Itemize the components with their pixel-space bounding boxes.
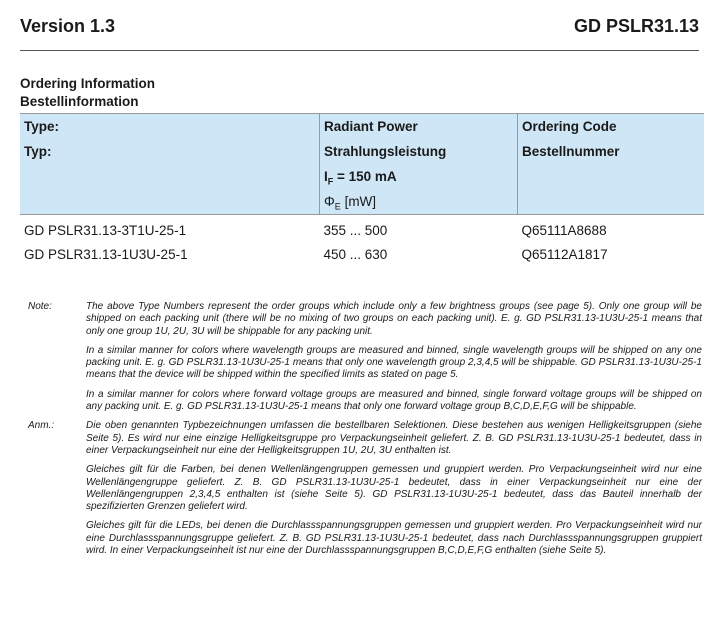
anm-paragraph: Gleiches gilt für die Farben, bei denen Wellenlängengruppen gemessen und gruppiert werden. Pro Verpackungseinheit wird nur eine Wellenlängengruppe geliefert. Z. B. GD PSLR31.13-1U3U-25-1 bedeutet, dass in einer Verpackungseinheit nur eine der Wellenlängengruppen 2,3,4,5 enthalten ist (siehe Seite 5). GD PSLR31.13-1U3U-25-1 bedeutet, dass das Bauteil innerhalb der spezifizierten Grenzen geliefert wird. [86, 464, 702, 513]
table-row [20, 243, 704, 267]
notes-section [22, 301, 702, 564]
code-cell: Q65111A8688 [521, 223, 607, 238]
ordering-table [20, 113, 704, 267]
radiant-power-header: Radiant Power Strahlungsleistung $I_F = 150$ mA $\Phi_E$ [mW] [320, 114, 518, 215]
type-header: Type: Typ: [20, 114, 320, 215]
power-cell: 355 ... 500 [323, 223, 388, 238]
page-header [20, 14, 699, 51]
code-cell: Q65112A1817 [521, 247, 608, 262]
note-paragraph: In a similar manner for colors where forward voltage groups are measured and binned, single forward voltage groups will be shipped on any packing unit. E. g. GD PSLR31.13-1U3U-25-1 means that only one forward voltage group B,C,D,E,F,G will be shippable. [86, 388, 702, 413]
note-de [22, 420, 702, 557]
note-en [22, 301, 702, 413]
section-title [20, 75, 155, 111]
part-number: GD PSLR31.13 [573, 16, 699, 36]
anm-paragraph: Die oben genannten Typbezeichnungen umfassen die bestellbaren Selektionen. Diese bestehen aus wenigen Helligkeitsgruppen (siehe Seite 5). Es wird nur eine einzige Helligkeitsgruppe pro Verpackungseinheit geliefert. Z. B. GD PSLR31.13-1U3U-25-1 bedeutet, dass in einer Verpackungseinheit nur eine der Helligkeitsgruppen 1U, 2U, 3U enthalten ist. [86, 420, 702, 456]
version-label: Version 1.3 [20, 16, 116, 36]
note-paragraph: The above Type Numbers represent the order groups which include only a few brightness groups (see page 5). Only one group will be shipped on each packing unit (there will be no mixing of two groups on each packing unit). E. g. GD PSLR31.13-1U3U-25-1 means that only one group 1U, 2U, 3U will be shippable for any packing unit. [86, 301, 702, 337]
anm-label: Anm.: [28, 420, 55, 432]
test-condition: $I_F = 150$ mA [324, 169, 397, 187]
table-row [20, 215, 704, 244]
note-label: Note: [28, 301, 52, 312]
section-title-de: Bestellinformation [20, 94, 139, 109]
anm-paragraph: Gleiches gilt für die LEDs, bei denen die Durchlassspannungsgruppen gemessen und gruppiert werden. Pro Verpackungseinheit wird nur eine Durchlassspannungsgruppe geliefert. Z. B. GD PSLR31.13-1U3U-25-1 bedeutet, dass nach Durchlassspannungsgruppen gruppiert wird. In einer Verpackungseinheit ist nur eine der Durchlassspannungsgruppen B,C,D,E,F,G enthalten (siehe Seite 5). [86, 520, 702, 557]
ordering-code-header: Ordering Code Bestellnummer [518, 114, 705, 215]
note-paragraph: In a similar manner for colors where wavelength groups are measured and binned, single wavelength groups will be shipped on any one packing unit. E. g. GD PSLR31.13-1U3U-25-1 means that only one wavelength group 2,3,4,5 will be shippable. GD PSLR31.13-1U3U-25-1 means that the device will be shipped within the specified limits as stated on page 5. [86, 344, 702, 381]
section-title-en: Ordering Information [20, 76, 155, 91]
power-cell: 450 ... 630 [323, 247, 388, 262]
type-cell: GD PSLR31.13-1U3U-25-1 [24, 247, 188, 262]
unit-label: $\Phi_E$ [mW] [324, 194, 377, 212]
type-cell: GD PSLR31.13-3T1U-25-1 [24, 223, 187, 238]
